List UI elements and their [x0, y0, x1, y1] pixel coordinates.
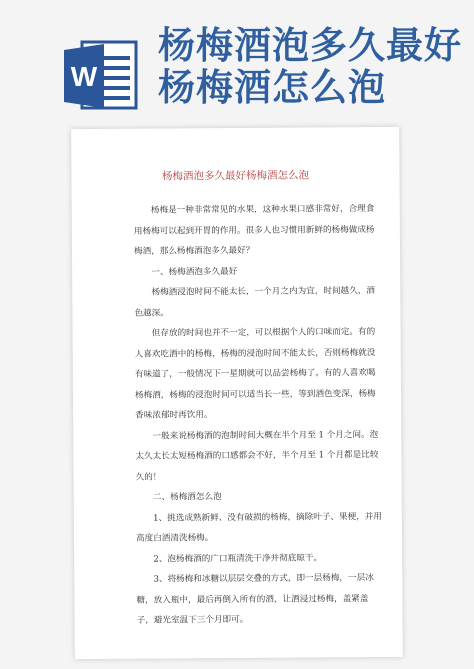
paragraph: 一般来说杨梅酒的泡制时间大概在半个月至 1 个月之间。泡太久太长太短杨梅酒的口感都会不好，半个月至 1 个月都是比较久的！ — [135, 429, 379, 483]
word-document-icon — [60, 36, 140, 116]
svg-text:W: W — [70, 61, 98, 92]
document-body — [134, 199, 385, 631]
header — [0, 0, 474, 120]
paragraph: 杨梅是一种非常常见的水果，这种水果口感非常好，合理食用杨梅可以起到开胃的作用。很多人也习惯用新鲜的杨梅做成杨梅酒，那么杨梅酒泡多久最好？ — [133, 204, 375, 257]
document-page — [71, 127, 403, 659]
paragraph: 杨梅酒浸泡时间不能太长，一个月之内为宜，时间越久，酒色越深。 — [134, 286, 375, 319]
page-title-line-2: 杨梅酒怎么泡 — [158, 65, 386, 109]
document-title: 杨梅酒泡多久最好杨梅酒怎么泡 — [161, 169, 310, 183]
section-heading: 一、杨梅酒泡多久最好 — [151, 266, 238, 278]
paragraph: 1、挑选成熟新鲜、没有破损的杨梅，摘除叶子、果梗，并用高度白酒清洗杨梅。 — [135, 511, 383, 544]
paragraph: 3、将杨梅和冰糖以层层交叠的方式，即一层杨梅，一层冰糖，放入瓶中，最后再倒入所有的酒，让酒浸过杨梅，盖紧盖子，避光室温下三个月即可。 — [136, 573, 374, 626]
paragraph: 2、泡杨梅酒的广口瓶清洗干净并彻底晾干。 — [153, 552, 323, 565]
paragraph: 但存放的时间也并不一定，可以根据个人的口味而定。有的人喜欢吃酒中的杨梅，杨梅的浸泡时间不能太长，否则杨梅就没有味道了，一般情况下一星期就可以品尝杨梅了。有的人喜欢喝杨梅酒，杨梅的浸泡时间可以适当长一些，等到酒色变深，杨梅香味浓郁时再饮用。 — [134, 327, 376, 421]
page-title-line-1: 杨梅酒泡多久最好 — [158, 23, 462, 67]
section-heading: 二、杨梅酒怎么泡 — [152, 492, 222, 503]
